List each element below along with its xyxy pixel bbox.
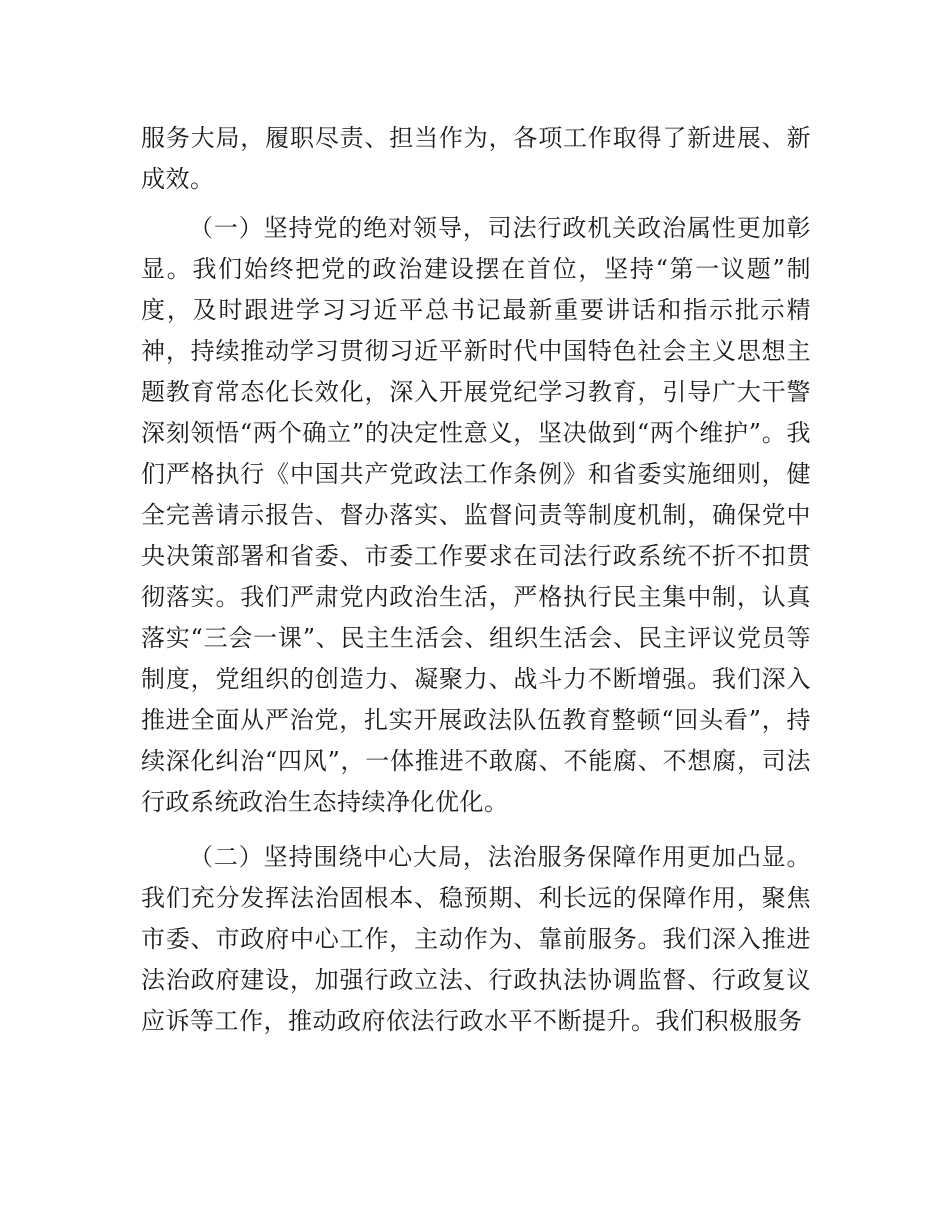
paragraph-section-one: （一）坚持党的绝对领导，司法行政机关政治属性更加彰显。我们始终把党的政治建设摆在首位，坚持“第一议题”制度，及时跟进学习习近平总书记最新重要讲话和指示批示精神，持续推动学习贯彻习近平新时代中国特色社会主义思想主题教育常态化长效化，深入开展党纪学习教育，引导广大干警深刻领悟“两个确立”的决定性意义，坚决做到“两个维护”。我们严格执行《中国共产党政法工作条例》和省委实施细则，健全完善请示报告、督办落实、监督问责等制度机制，确保党中央决策部署和省委、市委工作要求在司法行政系统不折不扣贯彻落实。我们严肃党内政治生活，严格执行民主集中制，认真落实“三会一课”、民主生活会、组织生活会、民主评议党员等制度，党组织的创造力、凝聚力、战斗力不断增强。我们深入推进全面从严治党，扎实开展政法队伍教育整顿“回头看”，持续深化纠治“四风”，一体推进不敢腐、不能腐、不想腐，司法行政系统政治生态持续净化优化。 xyxy=(141,214,811,816)
document-body xyxy=(141,118,811,1042)
paragraph-continuation: 服务大局，履职尽责、担当作为，各项工作取得了新进展、新成效。 xyxy=(141,124,811,193)
paragraph-section-two: （二）坚持围绕中心大局，法治服务保障作用更加凸显。我们充分发挥法治固根本、稳预期、利长远的保障作用，聚焦市委、市政府中心工作，主动作为、靠前服务。我们深入推进法治政府建设，加强行政立法、行政执法协调监督、行政复议应诉等工作，推动政府依法行政水平不断提升。我们积极服务 xyxy=(141,843,811,1035)
